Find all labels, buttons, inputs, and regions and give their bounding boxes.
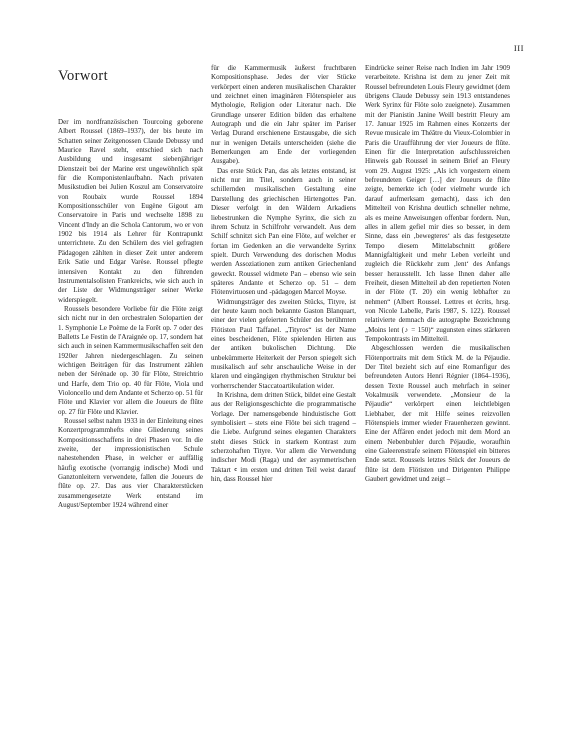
text-column-3 bbox=[365, 64, 510, 484]
text-column-1 bbox=[58, 118, 203, 510]
paragraph: Abgeschlossen werden die musikalischen Flötenportraits mit dem Stück M. de la Péjaudie. Der Titel bezieht sich auf eine Romanfigur des befreundeten Autors Henri Régnier (1864–1936), dessen Texte Roussel auch mehrfach in seiner Vokalmusik verwendete. „Monsieur de la Péjaudie“ verkörpert einen leichtlebigen Liebhaber, der mit Hilfe seines reizvollen Flötenspiels immer wieder Frauenherzen gewinnt. Eine der Affären endet jedoch mit dem Mord an einem Nebenbuhler durch Péjaudie, woraufhin eine Galeerenstrafe seinem Flötenspiel ein bitteres Ende setzt. Roussels letztes Stück der Joueurs de flûte ist dem Flötisten und Dirigenten Philippe Gaubert gewidmet und zeigt – bbox=[365, 344, 510, 484]
paragraph: Widmungsträger des zweiten Stücks, Tityre, ist der heute kaum noch bekannte Gaston Blanquart, einer der vielen gefeierten Schüler des berühmten Flötisten Paul Taffanel. „Tityros“ ist der Name eines bescheidenen, Flöte spielenden Hirten aus der antiken bukolischen Dichtung. Die unbekümmerte Heiterkeit der Person spiegelt sich musikalisch auf sehr anschauliche Weise in der klaren und eingängigen rhythmischen Struktur bei vorherrschender Staccatoartikulation wider. bbox=[211, 297, 356, 390]
paragraph: Das erste Stück Pan, das als letztes entstand, ist nicht nur im Titel, sondern auch in seiner schillernden musikalischen Gestaltung eine Darstellung des griechischen Hirtengottes Pan. Dieser verfolgt in den Wäldern Arkadiens liebestrunken die Nymphe Syrinx, die sich zu ihrem Schutz in Schilfrohr verwandelt. Aus dem Schilf schnitzt sich Pan eine Flöte, auf welcher er fortan im Gedenken an die verwandelte Syrinx spielt. Durch Verwendung des dorischen Modus werden Assoziationen zum antiken Griechenland geweckt. Roussel widmete Pan – ebenso wie sein späteres Andante et Scherzo op. 51 – dem Flötenvirtuosen und -pädagogen Marcel Moyse. bbox=[211, 166, 356, 297]
page-heading: Vorwort bbox=[58, 68, 109, 84]
paragraph: In Krishna, dem dritten Stück, bildet eine Gestalt aus der Religionsgeschichte die programmatische Vorlage. Der namensgebende hinduistische Gott symbolisiert – stets eine Flöte bei sich tragend – die Liebe. Aufgrund seines eleganten Charakters steht dieses Stück in starkem Kontrast zum scherzohaften Tityre. Vor allem die Verwendung indischer Modi (Raga) und der asymmetrischen Taktart 𝄴 im ersten und dritten Teil weist darauf hin, dass Roussel hier bbox=[211, 391, 356, 484]
paragraph: Der im nordfranzösischen Tourcoing geborene Albert Roussel (1869–1937), der bis heute im Schatten seiner Zeitgenossen Claude Debussy und Maurice Ravel steht, entschied sich nach Ausbildung und insgesamt siebenjähriger Dienstzeit bei der Marine erst ungewöhnlich spät für die Komponistenlaufbahn. Nach privaten Musikstudien bei Julien Koszul am Conservatoire von Roubaix wurde Roussel 1894 Kompositionsschüler von Eugène Gigout am Conservatoire in Paris und wechselte 1898 zu Vincent d'Indy an die Schola Cantorum, wo er von 1902 bis 1914 als Lehrer für Kontrapunkt unterrichtete. Zu den Schülern des viel gefragten Pädagogen zählten in dieser Zeit unter anderem Erik Satie und Edgar Varèse. Roussel pflegte intensiven Kontakt zu den führenden Instrumentalsolisten Frankreichs, wie sich auch in der Liste der Widmungsträger seiner Werke widerspiegelt. bbox=[58, 118, 203, 304]
page-number: III bbox=[513, 43, 524, 53]
paragraph: Eindrücke seiner Reise nach Indien im Jahr 1909 verarbeitete. Krishna ist dem zu jener Zeit mit Roussel befreundeten Louis Fleury gewidmet (dem übrigens Claude Debussy sein 1913 entstandenes Werk Syrinx für Flöte solo zueignete). Zusammen mit der Pianistin Janine Weill bestritt Fleury am 17. Januar 1925 im Rahmen eines Konzerts der Revue musicale im Théâtre du Vieux-Colombier in Paris die Uraufführung der vier Joueurs de flûte. Einen für die Interpretation aufschlussreichen Hinweis gab Roussel in seinem Brief an Fleury vom 29. August 1925: „Als ich vorgestern einem befreundeten Geiger […] der Joueurs de flûte zeigte, bemerkte ich (oder vielmehr wurde ich darauf aufmerksam gemacht), dass ich den Mittelteil von Krishna deutlich schneller nehme, als es meine Anweisungen offenbar fordern. Nun, alles in allem gefiel mir dies so besser, in dem Sinne, dass ein ‚bewegteres‘ als das festgesetzte Tempo diesem Mittelabschnitt größere Mannigfaltigkeit und mehr Leben verleiht und zugleich die Rückkehr zum ‚lent‘ des Anfangs besser herausstellt. Ich lasse Ihnen daher alle Freiheit, diesen Mittelteil ab den repetierten Noten in der Flöte (T. 20) ein wenig lebhafter zu nehmen“ (Albert Roussel. Lettres et écrits, hrsg. von Nicole Labelle, Paris 1987, S. 122). Roussel relativierte demnach die autographe Bezeichnung „Moins lent (♪ = 150)“ zugunsten eines stärkeren Tempokontrasts im Mittelteil. bbox=[365, 64, 510, 343]
paragraph: für die Kammermusik äußerst fruchtbaren Kompositionsphase. Jedes der vier Stücke verkörpert einen anderen musikalischen Charakter und zeichnet einen imaginären Flötenspieler aus Mythologie, Religion oder Literatur nach. Die Grundlage unserer Edition bilden das erhaltene Autograph und die ein Jahr später im Pariser Verlag Durand erschienene Erstausgabe, die sich nur in wenigen Details unterscheiden (siehe die Bemerkungen am Ende der vorliegenden Ausgabe). bbox=[211, 64, 356, 166]
paragraph: Roussel selbst nahm 1933 in der Einleitung eines Konzertprogrammhefts eine Gliederung seines Kompositionsschaffens in drei Phasen vor. In die zweite, der impressionistischen Schule nahestehenden Phase, in welcher er auffällig häufig exotische (vorrangig indische) Modi und Ganztonleitern verwendete, fallen die Joueurs de flûte op. 27. Das aus vier Charakterstücken zusammengesetzte Werk entstand im August/September 1924 während einer bbox=[58, 417, 203, 510]
text-column-2 bbox=[211, 64, 356, 484]
paragraph: Roussels besondere Vorliebe für die Flöte zeigt sich nicht nur in den orchestralen Solopartien der 1. Symphonie Le Poème de la Forêt op. 7 oder des Balletts Le Festin de l'Araignée op. 17, sondern hat sich auch in seinen Kammermusikschaffen seit den 1920er Jahren niedergeschlagen. Zu seinen wichtigen Beiträgen für das Instrument zählen neben der Sérénade op. 30 für Flöte, Streichtrio und Harfe, dem Trio op. 40 für Flöte, Viola und Violoncello und dem Andante et Scherzo op. 51 für Flöte und Klavier vor allem die Joueurs de flûte op. 27 für Flöte und Klavier. bbox=[58, 304, 203, 416]
